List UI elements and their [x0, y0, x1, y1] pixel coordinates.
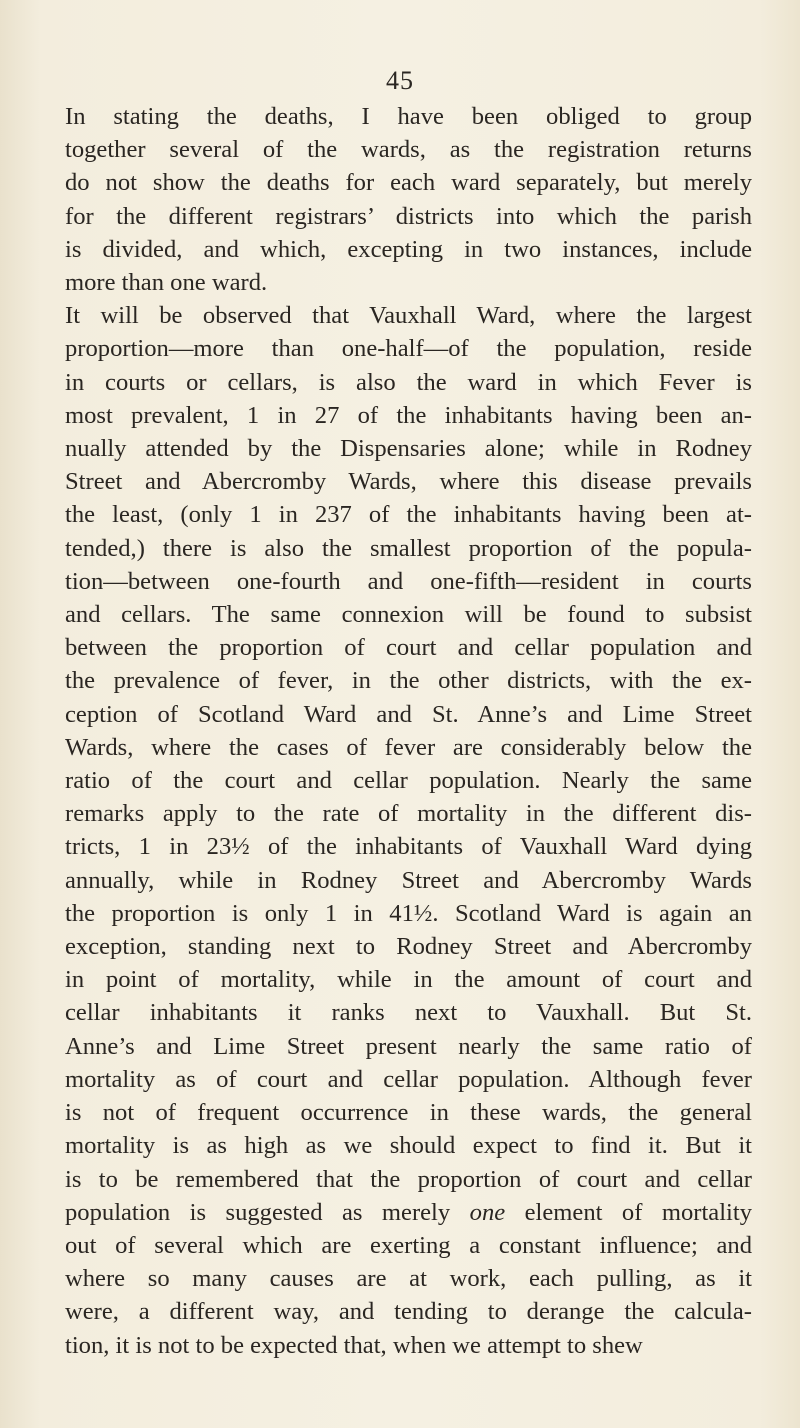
paragraph-1: [38, 100, 752, 299]
text-line: between the proportion of court and cellar population and: [65, 634, 752, 662]
text-line: is to be remembered that the proportion of court and cellar: [65, 1165, 752, 1193]
text-line: in point of mortality, while in the amount of court and: [65, 966, 752, 994]
text-line: the proportion is only 1 in 41½. Scotland Ward is again an: [65, 899, 752, 927]
text-line: and cellars. The same connexion will be found to subsist: [65, 601, 752, 629]
text-line: proportion—more than one-half—of the population, reside: [65, 335, 752, 363]
text-line: exception, standing next to Rodney Street and Abercromby: [65, 933, 752, 961]
text-line: the prevalence of fever, in the other districts, with the ex-: [65, 667, 752, 695]
text-line: is divided, and which, excepting in two instances, include: [65, 235, 752, 263]
text-line: nually attended by the Dispensaries alone; while in Rodney: [65, 435, 752, 463]
body-text: [38, 100, 752, 1362]
text-line: It will be observed that Vauxhall Ward, where the largest: [65, 302, 752, 330]
text-line: in courts or cellars, is also the ward in which Fever is: [65, 368, 752, 396]
text-line: Anne’s and Lime Street present nearly the same ratio of: [65, 1032, 752, 1060]
text-line: more than one ward.: [65, 269, 268, 297]
text-line: tended,) there is also the smallest proportion of the popula-: [65, 534, 752, 562]
text-line: population is suggested as merely one element of mortality: [65, 1198, 753, 1226]
text-line: annually, while in Rodney Street and Abercromby Wards: [65, 866, 752, 894]
text-line: is not of frequent occurrence in these wards, the general: [65, 1099, 752, 1127]
text-line: Street and Abercromby Wards, where this disease prevails: [65, 468, 752, 496]
paragraph-2: [38, 299, 752, 1362]
text-line: Wards, where the cases of fever are considerably below the: [65, 733, 752, 761]
text-line: for the different registrars’ districts into which the parish: [65, 202, 752, 230]
text-line: do not show the deaths for each ward separately, but merely: [65, 169, 752, 197]
emphasis: one: [469, 1198, 506, 1226]
text-line: mortality as of court and cellar population. Although fever: [65, 1065, 752, 1093]
text-line: were, a different way, and tending to derange the calcula-: [65, 1298, 752, 1326]
text-line: tion—between one-fourth and one-fifth—resident in courts: [65, 567, 752, 595]
text-line: tricts, 1 in 23½ of the inhabitants of Vauxhall Ward dying: [65, 833, 752, 861]
page-number: 45: [386, 66, 414, 95]
text-line: ratio of the court and cellar population. Nearly the same: [65, 767, 752, 795]
text-line: tion, it is not to be expected that, when we attempt to shew: [65, 1331, 643, 1359]
text-line: most prevalent, 1 in 27 of the inhabitants having been an-: [65, 401, 752, 429]
text-line: where so many causes are at work, each pulling, as it: [65, 1265, 752, 1293]
text-line: cellar inhabitants it ranks next to Vauxhall. But St.: [65, 999, 752, 1027]
text-line: mortality is as high as we should expect to find it. But it: [65, 1132, 752, 1160]
text-line: the least, (only 1 in 237 of the inhabitants having been at-: [65, 501, 752, 529]
text-line: out of several which are exerting a constant influence; and: [65, 1231, 752, 1259]
text-line: ception of Scotland Ward and St. Anne’s and Lime Street: [65, 700, 752, 728]
text-line: remarks apply to the rate of mortality in the different dis-: [65, 800, 752, 828]
text-line: together several of the wards, as the registration returns: [65, 136, 752, 164]
text-line: In stating the deaths, I have been obliged to group: [65, 103, 752, 130]
